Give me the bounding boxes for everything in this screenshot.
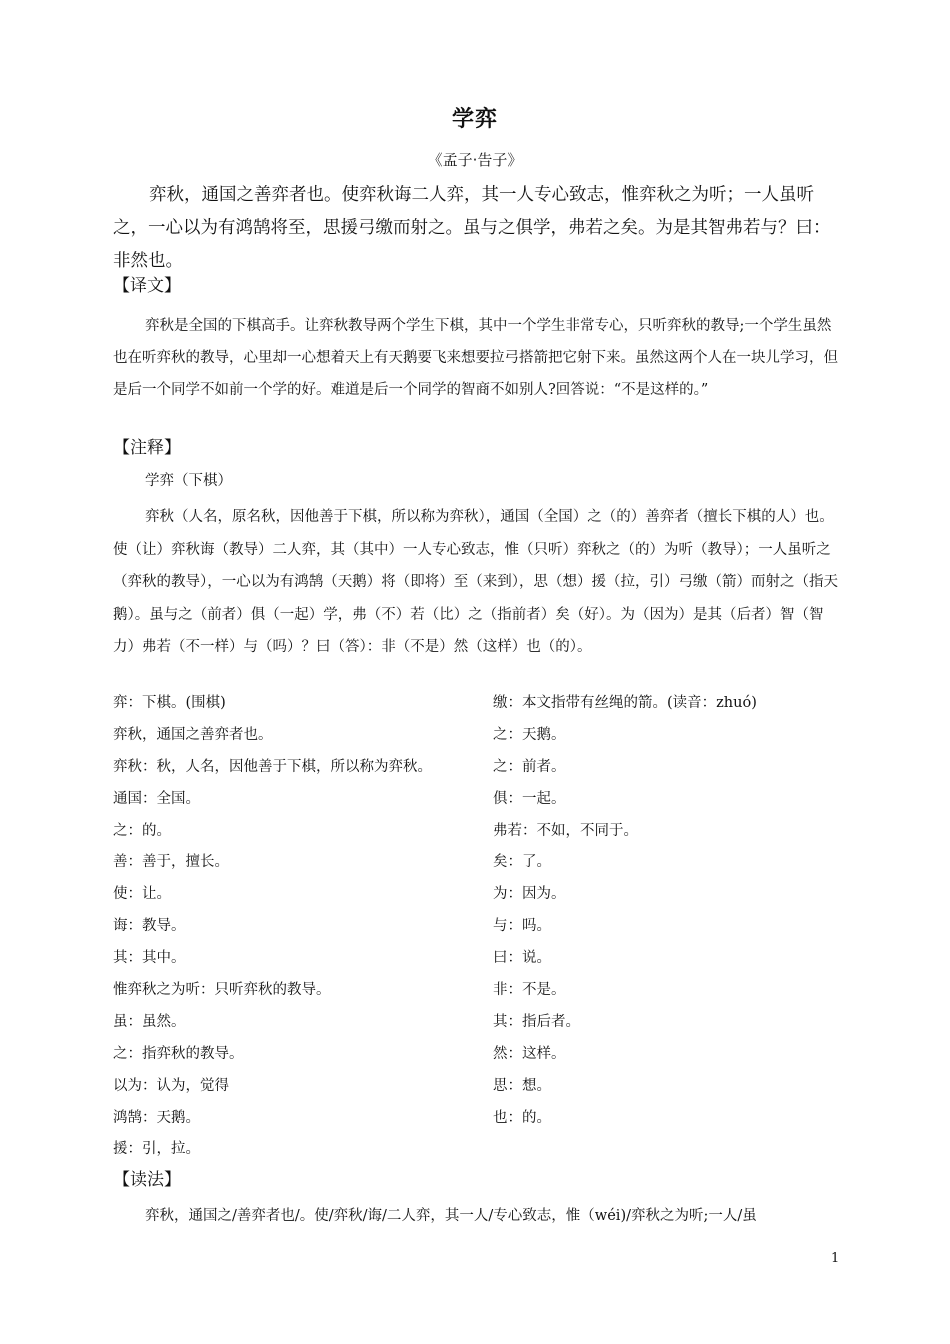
glossary-item: 使：让。 bbox=[113, 886, 171, 903]
glossary-item: 善：善于，擅长。 bbox=[113, 854, 229, 871]
glossary-item: 援：引，拉。 bbox=[113, 1141, 200, 1158]
glossary-left-column bbox=[113, 691, 483, 1169]
translation-text: 弈秋是全国的下棋高手。让弈秋教导两个学生下棋，其中一个学生非常专心，只听弈秋的教导;一个学生虽然也在听弈秋的教导，心里却一心想着天上有天鹅要飞来想要拉弓搭箭把它射下来。虽然这两个人在一块儿学习，但是后一个同学不如前一个学的好。难道是后一个同学的智商不如别人?回答说：“不是这样的。” bbox=[113, 318, 838, 398]
glossary-item: 通国：全国。 bbox=[113, 790, 200, 807]
translation-heading: 【译文】 bbox=[113, 276, 181, 296]
glossary-item: 诲：教导。 bbox=[113, 918, 186, 935]
glossary-item: 与：吗。 bbox=[493, 918, 551, 935]
page-number: 1 bbox=[831, 1251, 840, 1266]
glossary-item: 之：前者。 bbox=[493, 758, 566, 775]
glossary-item: 为：因为。 bbox=[493, 886, 566, 903]
document-title: 学弈 bbox=[451, 107, 498, 132]
glossary-item: 其：指后者。 bbox=[493, 1013, 580, 1030]
glossary-item: 鸿鹄：天鹅。 bbox=[113, 1109, 200, 1126]
notes-text: 弈秋（人名，原名秋，因他善于下棋，所以称为弈秋），通国（全国）之（的）善弈者（擅长下棋的人）也。使（让）弈秋诲（教导）二人弈，其（其中）一人专心致志，惟（只听）弈秋之（的）为听（教导）；一人虽听之（弈秋的教导），一心以为有鸿鹄（天鹅）将（即将）至（来到），思（想）援（拉，引）弓缴（箭）而射之（指天鹅）。虽与之（前者）俱（一起）学，弗（不）若（比）之（指前者）矣（好）。为（因为）是其（后者）智（智力）弗若（不一样）与（吗）？曰（答）：非（不是）然（这样）也（的）。 bbox=[113, 509, 838, 655]
glossary-item: 弈秋：秋，人名，因他善于下棋，所以称为弈秋。 bbox=[113, 758, 432, 775]
glossary-right-column bbox=[493, 691, 843, 1137]
original-text: 弈秋，通国之善弈者也。使弈秋诲二人弈，其一人专心致志，惟弈秋之为听；一人虽听之，一心以为有鸿鹄将至，思援弓缴而射之。虽与之俱学，弗若之矣。为是其智弗若与？曰：非然也。 bbox=[113, 185, 831, 271]
document-source: 《孟子·告子》 bbox=[427, 151, 523, 169]
glossary-item: 其：其中。 bbox=[113, 950, 186, 967]
reading-text: 弈秋，通国之/善弈者也/。使/弈秋/诲/二人弈，其一人/专心致志，惟（wéi)/弈秋之为听;一人/虽 bbox=[145, 1208, 757, 1224]
glossary-item: 缴：本文指带有丝绳的箭。(读音：zhuó) bbox=[493, 695, 757, 711]
notes-title: 学弈（下棋） bbox=[145, 473, 232, 489]
notes-heading: 【注释】 bbox=[113, 438, 181, 458]
glossary-item: 曰：说。 bbox=[493, 950, 551, 967]
glossary-item: 惟弈秋之为听：只听弈秋的教导。 bbox=[113, 982, 331, 999]
glossary-item: 然：这样。 bbox=[493, 1045, 566, 1062]
glossary-item: 弈：下棋。(围棋) bbox=[113, 695, 226, 711]
glossary-item: 也：的。 bbox=[493, 1109, 551, 1126]
glossary-item: 以为：认为，觉得 bbox=[113, 1077, 229, 1094]
glossary-item: 俱：一起。 bbox=[493, 790, 566, 807]
glossary-item: 弗若：不如，不同于。 bbox=[493, 822, 638, 839]
glossary-item: 非：不是。 bbox=[493, 982, 566, 999]
glossary-item: 弈秋，通国之善弈者也。 bbox=[113, 726, 273, 743]
glossary-item: 之：天鹅。 bbox=[493, 726, 566, 743]
glossary-item: 之：的。 bbox=[113, 822, 171, 839]
glossary-item: 矣：了。 bbox=[493, 854, 551, 871]
glossary-item: 之：指弈秋的教导。 bbox=[113, 1045, 244, 1062]
glossary-item: 思：想。 bbox=[493, 1077, 551, 1094]
reading-heading: 【读法】 bbox=[113, 1170, 181, 1190]
glossary-item: 虽：虽然。 bbox=[113, 1013, 186, 1030]
